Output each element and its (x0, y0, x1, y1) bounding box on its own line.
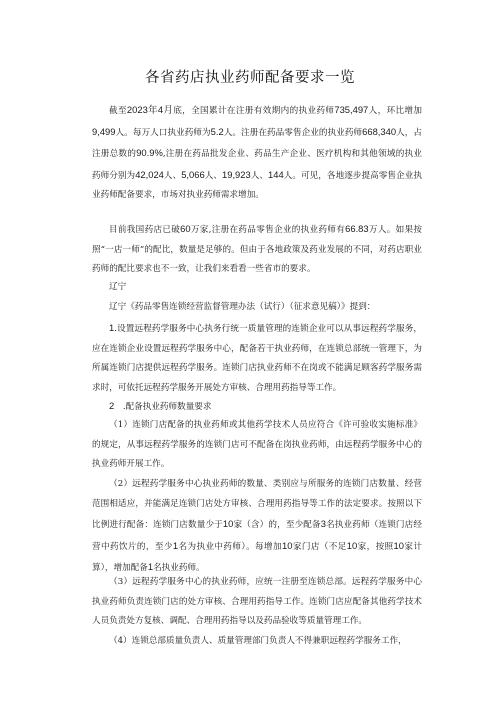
item-number: 1 (109, 322, 115, 333)
paragraph-subitem-3: （3）远程药学服务中心的执业药师，应统一注册至连锁总部。远程药学服务中心执业药师负责连锁门店的处方审核、合理用药指导工作。连锁门店应配备其他药学技术人员负责处方复核、调配、合理用药指导以及药品验收等质量管理工作。 (92, 577, 422, 627)
text: 人、 (163, 170, 182, 181)
text: 家门店（不足 (292, 541, 347, 552)
text: 名为执业中药师）。每增加 (178, 541, 283, 552)
text: 人，环比增加 (368, 106, 422, 116)
text: 人、 (204, 170, 223, 181)
paragraph-subitem-2 (92, 475, 422, 579)
number: 144 (268, 168, 284, 180)
number: 19,923 (222, 168, 251, 180)
paragraph-store-count (92, 219, 422, 280)
number: 5.2 (210, 125, 224, 137)
number: 1 (147, 561, 154, 573)
number: 10 (346, 539, 358, 551)
number: 10 (222, 518, 234, 530)
text: 名执业药师。 (153, 563, 205, 574)
number: 668,340 (362, 125, 397, 137)
number: 90.9% (136, 147, 163, 159)
page-title: 各省药店执业药师配备要求一览 (145, 70, 355, 86)
number: 9,499 (92, 125, 116, 137)
text: 截至 (109, 106, 127, 116)
text: ,注册在药品批发企业、药品生产企业、医疗机构和其他领域的执业药师分别为 (92, 149, 422, 181)
paragraph-statistics (92, 100, 422, 206)
item-number: 2 (109, 400, 115, 411)
text: 目前我国药店已破 (109, 225, 181, 235)
paragraph-regulation-intro: 辽宁《药品零售连锁经营监督管理办法（试行）（征求意见稿）》提到： (109, 302, 376, 312)
text: 人。可见，各地逐步提高零售企业执业药师配备要求，市场对执业药师需求增加。 (92, 170, 422, 201)
number: 66.83 (345, 223, 369, 234)
paragraph-item-2-heading (92, 396, 422, 418)
number: 1 (172, 539, 179, 551)
text: 人、 (250, 170, 269, 181)
number: 5,066 (181, 168, 205, 180)
number: 3 (320, 518, 326, 530)
number: 42,024 (135, 168, 164, 180)
number: 735,497 (334, 104, 369, 115)
text: 家（含）的，至少配备 (233, 520, 321, 531)
text: 万家,注册在药品零售企业的执业药师有 (190, 225, 346, 235)
text: 人。注册在药品零售企业的执业药师 (223, 127, 363, 138)
text: （2）远程药学服务中心执业药师的数量、类别应与所服务的连锁门店数量、经营范围相适应，并能满足连锁门店处方审核、合理用药指导等工作的法定要求。按照以下比例进行配备：连锁门店数量少于 (92, 479, 422, 531)
text: 人。每万人口执业药师为 (115, 127, 211, 138)
number: 2023年4月 (126, 104, 174, 115)
paragraph-subitem-1: （1）连锁门店配备的执业药师或其他药学技术人员应符合《许可验收实施标准》的规定，从事远程药学服务的连锁门店可不配备在岗执业药师，由远程药学服务中心的执业药师开展工作。 (92, 420, 422, 470)
paragraph-subitem-4: （4）连锁总部质量负责人、质量管理部门负责人不得兼职远程药学服务工作， (109, 636, 407, 646)
section-heading-liaoning: 辽宁 (109, 282, 127, 292)
text: 人，占注册总数的 (92, 127, 422, 160)
text: .设置远程药学服务中心执务行统一质量管理的连锁企业可以从事远程药学服务，应在连锁企业设置远程药学服务中心，配备若干执业药师，在连锁总部统一管理下，为所属连锁门店提供远程药学服务。连锁门店执业药师不在岗或不能满足顾客药学服务需求时，可依托远程药学服务开展处方审核、合理用药指导等工作。 (92, 324, 422, 393)
text: .配备执业药师数量要求 (114, 402, 212, 412)
number: 10 (393, 539, 404, 551)
text: 名执业药师（连锁门店经营中药饮片的，至少 (92, 520, 422, 552)
text: 家，按照 (357, 541, 394, 552)
paragraph-item-1 (92, 318, 422, 398)
text: 万人。如果按照“一店一师”的配比，数量是足够的。但由于各地政策及药业发展的不同，对药店职业药师的配比要求也不一致，让我们来看看一些省市的要求。 (92, 225, 422, 275)
text: 家计算），增加配备 (92, 541, 422, 574)
text: 底，全国累计在注册有效期内的执业药师 (173, 106, 335, 116)
number: 10 (282, 539, 293, 551)
number: 60 (180, 223, 191, 234)
